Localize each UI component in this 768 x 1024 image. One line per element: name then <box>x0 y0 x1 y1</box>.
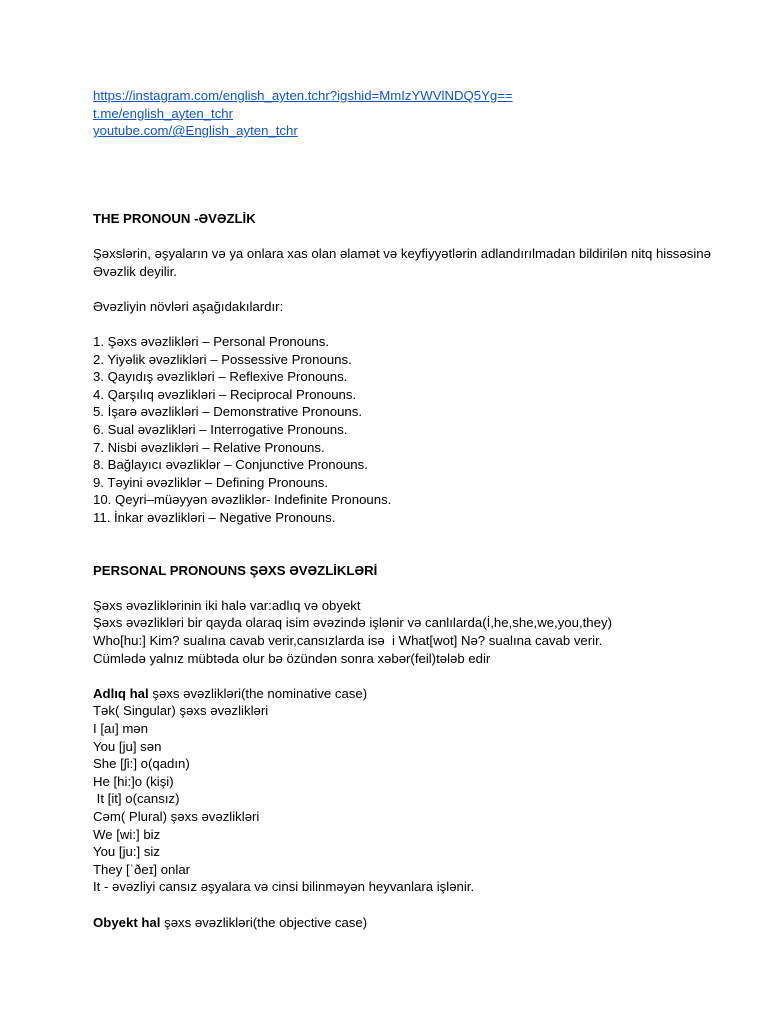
pronoun-entry: She [ʃi:] o(qadın) <box>93 756 190 772</box>
pronoun-entry: I [aı] mən <box>93 721 148 736</box>
list-item: 5. İşarə əvəzlikləri – Demonstrative Pronouns. <box>93 404 362 420</box>
pronoun-entry: You [ju:] siz <box>93 844 160 860</box>
objective-case-heading <box>93 914 733 932</box>
objective-label-rest: şəxs əvəzlikləri(the objective case) <box>160 914 368 930</box>
objective-label: Obyekt hal <box>93 914 161 930</box>
list-item: 1. Şəxs əvəzlikləri – Personal Pronouns. <box>93 333 330 349</box>
section-heading-pronoun: THE PRONOUN -ƏVƏZLİK <box>93 210 256 226</box>
pronoun-types-intro: Əvəzliyin növləri aşağıdakılardır: <box>93 298 284 314</box>
list-item: 8. Bağlayıcı əvəzliklər – Conjunctive Pronouns. <box>93 457 368 473</box>
instagram-link[interactable]: https://instagram.com/english_ayten.tchr?igshid=MmIzYWVlNDQ5Yg== <box>93 88 513 103</box>
section-heading-personal-pronouns: PERSONAL PRONOUNS ŞƏXS ƏVƏZLİKLƏRİ <box>93 562 378 578</box>
nominative-label-rest: şəxs əvəzlikləri(the nominative case) <box>148 685 368 701</box>
pronoun-definition: Şəxslərin, əşyaların və ya onlara xas olan əlamət və keyfiyyətlərin adlandırılmadan bildirilən nitq hissəsinə Əvəzlik deyilir. <box>93 245 711 279</box>
nominative-label: Adlıq hal <box>93 685 149 701</box>
plural-title: Cəm( Plural) şəxs əvəzlikləri <box>93 808 260 824</box>
pronoun-entry: They [ˈðeɪ] onlar <box>93 861 191 877</box>
list-item: 2. Yiyəlik əvəzlikləri – Possessive Pronouns. <box>93 351 352 367</box>
telegram-link[interactable]: t.me/english_ayten_tchr <box>93 105 234 121</box>
list-item: 6. Sual əvəzlikləri – Interrogative Pronouns. <box>93 421 348 437</box>
youtube-link[interactable]: youtube.com/@English_ayten_tchr <box>93 123 298 139</box>
singular-title: Tək( Singular) şəxs əvəzlikləri <box>93 703 269 719</box>
pronoun-entry: You [ju] sən <box>93 738 162 754</box>
pronoun-entry: He [hi:]o (kişi) <box>93 773 174 789</box>
list-item: 7. Nisbi əvəzlikləri – Relative Pronouns. <box>93 439 325 455</box>
it-usage-note: It - əvəzliyi cansız əşyalara və cinsi bilinməyən heyvanlara işlənir. <box>93 879 475 895</box>
intro-line: Şəxs əvəzliklərinin iki halə var:adlıq və obyekt <box>93 597 361 613</box>
document-page <box>93 87 733 931</box>
nominative-case-heading <box>93 685 733 703</box>
intro-line: Şəxs əvəzlikləri bir qayda olaraq isim əvəzində işlənir və canlılarda(İ,he,she,we,you,they) <box>93 615 612 631</box>
list-item: 11. İnkar əvəzlikləri – Negative Pronouns. <box>93 509 336 525</box>
spacer <box>93 140 733 210</box>
list-item: 10. Qeyri–müəyyən əvəzliklər- Indefinite Pronouns. <box>93 492 392 508</box>
list-item: 3. Qayıdış əvəzlikləri – Reflexive Pronouns. <box>93 369 348 385</box>
list-item: 9. Təyini əvəzliklər – Defining Pronouns. <box>93 474 329 490</box>
intro-line: Cümlədə yalnız mübtəda olur bə özündən sonra xəbər(feil)tələb edir <box>93 650 491 666</box>
pronoun-types-list <box>93 333 733 527</box>
links-block <box>93 87 733 140</box>
pronoun-entry: It [it] o(cansız) <box>93 791 180 807</box>
pronoun-entry: We [wi:] biz <box>93 826 161 842</box>
list-item: 4. Qarşılıq əvəzlikləri – Reciprocal Pronouns. <box>93 386 357 402</box>
intro-line: Who[hu:] Kim? sualına cavab verir,cansızlarda isə i What[wot] Nə? sualına cavab verir. <box>93 633 603 649</box>
